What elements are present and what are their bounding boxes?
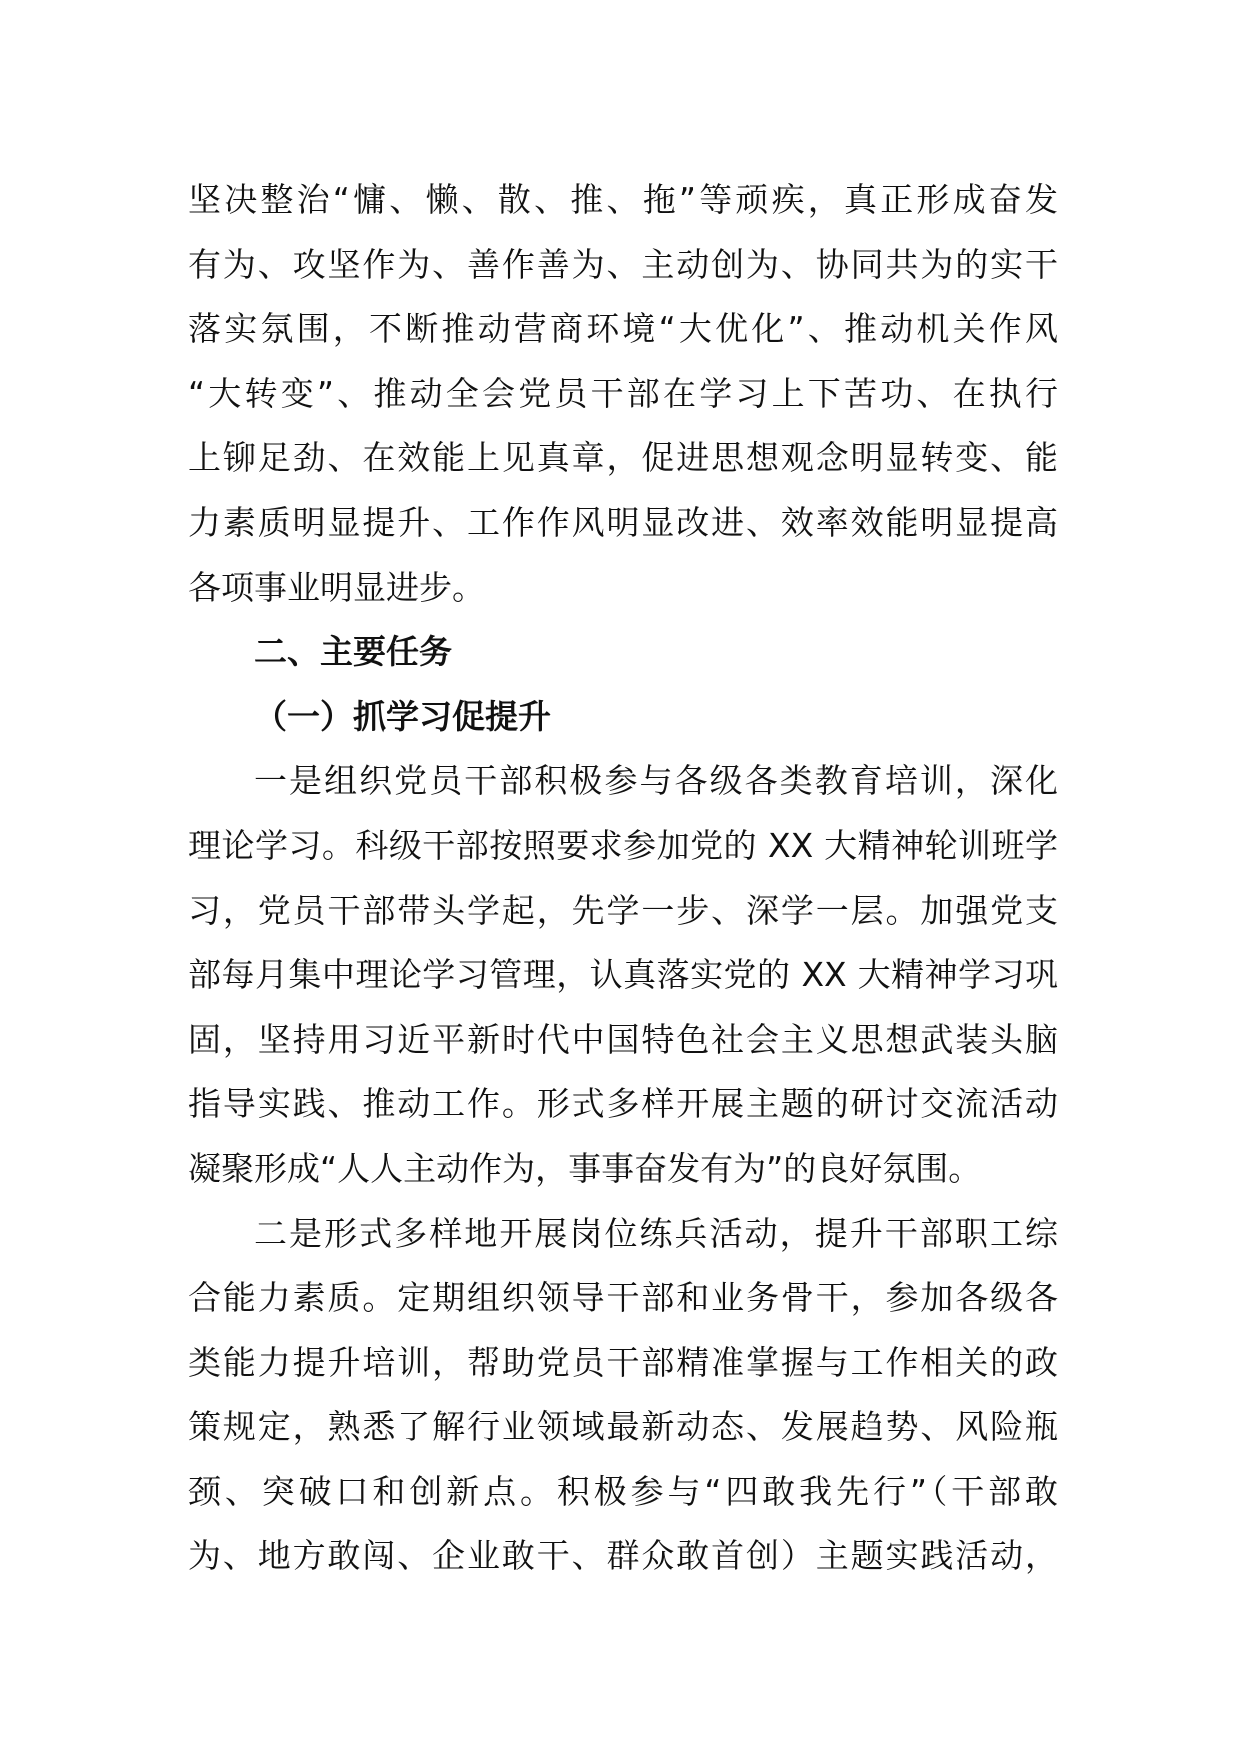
text-line: 固，坚持用习近平新时代中国特色社会主义思想武装头脑 [188, 1019, 1058, 1059]
paragraph-2 [188, 749, 1058, 1201]
text-line: 坚决整治“慵、懒、散、推、拖”等顽疾，真正形成奋发 [188, 180, 1058, 219]
text-line: 为、地方敢闯、企业敢干、群众敢首创）主题实践活动， [188, 1536, 1058, 1576]
paragraph-1 [188, 168, 1058, 620]
text-line: 凝聚形成“人人主动作为，事事奋发有为”的良好氛围。 [188, 1148, 982, 1188]
text-line: 部每月集中理论学习管理，认真落实党的 XX 大精神学习巩 [188, 955, 1058, 995]
text-line: 理论学习。科级干部按照要求参加党的 XX 大精神轮训班学 [188, 825, 1058, 865]
section-heading: 二、主要任务 [254, 632, 452, 672]
subsection-heading: （一）抓学习促提升 [254, 696, 551, 736]
text-line: 指导实践、推动工作。形式多样开展主题的研讨交流活动 [188, 1084, 1058, 1124]
document-body [188, 168, 1058, 1589]
text-line: 类能力提升培训，帮助党员干部精准掌握与工作相关的政 [188, 1342, 1058, 1382]
text-line: 二是形式多样地开展岗位练兵活动，提升干部职工综 [254, 1213, 1058, 1253]
text-line: 颈、突破口和创新点。积极参与“四敢我先行”（干部敢 [188, 1471, 1058, 1511]
text-line: 习，党员干部带头学起，先学一步、深学一层。加强党支 [188, 890, 1058, 930]
text-line: 策规定，熟悉了解行业领域最新动态、发展趋势、风险瓶 [188, 1407, 1058, 1447]
text-line: “大转变”、推动全会党员干部在学习上下苦功、在执行 [188, 373, 1058, 413]
text-line: 合能力素质。定期组织领导干部和业务骨干，参加各级各 [188, 1278, 1058, 1318]
text-line: 一是组织党员干部积极参与各级各类教育培训，深化 [254, 761, 1058, 801]
text-line: 落实氛围，不断推动营商环境“大优化”、推动机关作风 [188, 309, 1058, 349]
paragraph-3 [188, 1202, 1058, 1590]
text-line: 力素质明显提升、工作作风明显改进、效率效能明显提高 [188, 502, 1058, 542]
text-line: 有为、攻坚作为、善作善为、主动创为、协同共为的实干 [188, 244, 1058, 284]
text-line: 上铆足劲、在效能上见真章，促进思想观念明显转变、能 [188, 438, 1058, 478]
text-line: 各项事业明显进步。 [188, 567, 485, 607]
